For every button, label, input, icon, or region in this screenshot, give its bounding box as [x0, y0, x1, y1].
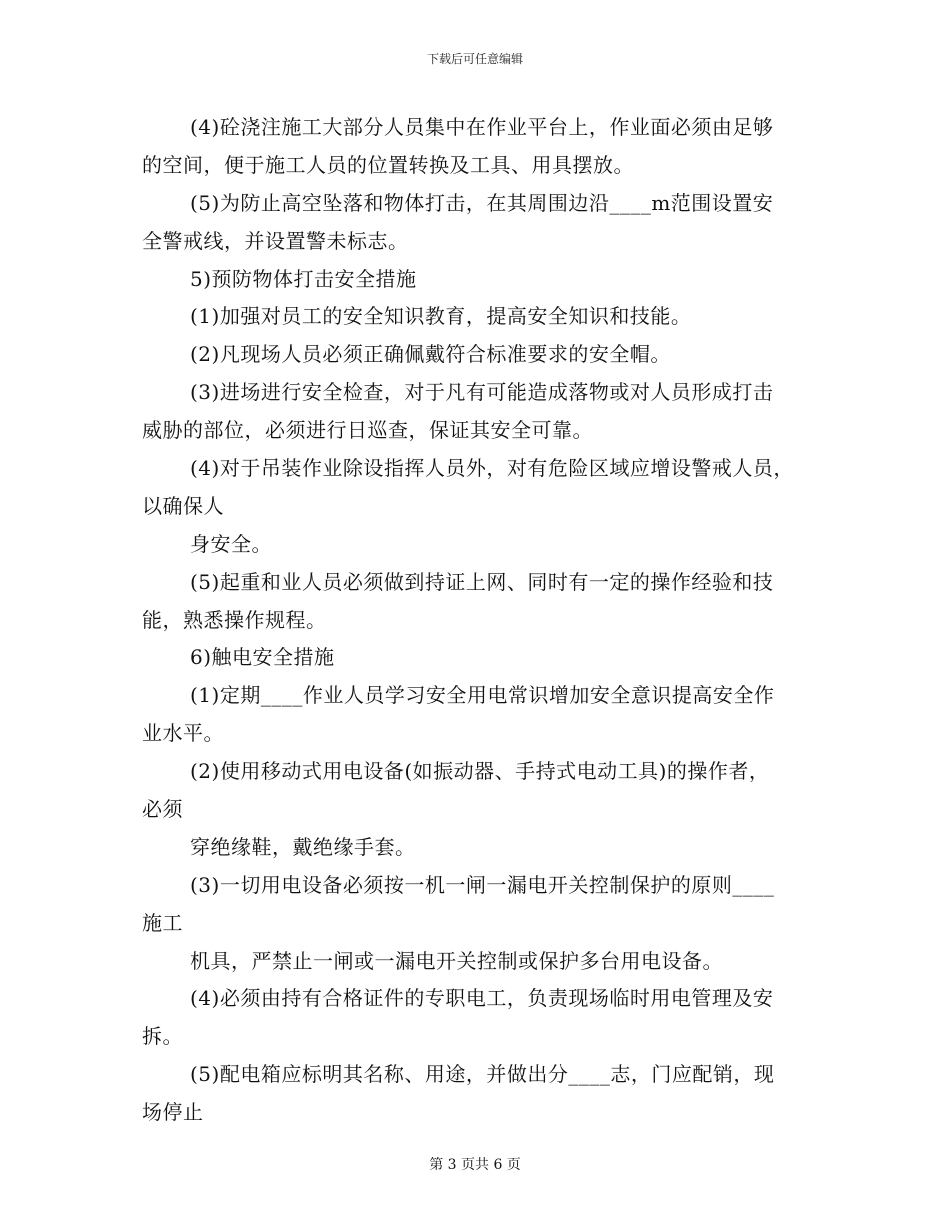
- text-line: (5)配电箱应标明其名称、用途，并做出分____志，门应配销，现: [190, 1062, 775, 1087]
- text-line: 机具，严禁止一闸或一漏电开关控制或保护多台用电设备。: [190, 948, 723, 973]
- text-line: 5)预防物体打击安全措施: [190, 266, 417, 291]
- text-line: 6)触电安全措施: [190, 645, 335, 670]
- text-line: (2)使用移动式用电设备(如振动器、手持式电动工具)的操作者，: [190, 759, 770, 784]
- text-line: (5)为防止高空坠落和物体打击，在其周围边沿____m范围设置安: [190, 190, 774, 215]
- text-line: 身安全。: [190, 531, 272, 556]
- text-line: (3)一切用电设备必须按一机一闸一漏电开关控制保护的原则____: [190, 872, 775, 897]
- text-line: (1)加强对员工的安全知识教育，提高安全知识和技能。: [190, 304, 692, 329]
- page-header: 下载后可任意编辑: [426, 52, 523, 66]
- document-body: [142, 109, 820, 1132]
- text-line: 能，熟悉操作规程。: [142, 607, 327, 632]
- text-line: 的空间，便于施工人员的位置转换及工具、用具摆放。: [142, 152, 634, 177]
- text-line: (2)凡现场人员必须正确佩戴符合标准要求的安全帽。: [190, 342, 671, 367]
- text-line: (3)进场进行安全检查，对于凡有可能造成落物或对人员形成打击: [190, 380, 774, 405]
- text-line: 拆。: [142, 1024, 183, 1049]
- text-line: 威胁的部位，必须进行日巡查，保证其安全可靠。: [142, 418, 593, 443]
- text-line: 以确保人: [142, 493, 224, 518]
- text-line: (4)必须由持有合格证件的专职电工，负责现场临时用电管理及安: [190, 986, 774, 1011]
- text-line: (4)对于吊装作业除设指挥人员外，对有危险区域应增设警戒人员，: [190, 456, 794, 481]
- text-line: (5)起重和业人员必须做到持证上网、同时有一定的操作经验和技: [190, 569, 774, 594]
- text-line: 穿绝缘鞋，戴绝缘手套。: [190, 834, 416, 859]
- page-footer: 第 3 页共 6 页: [429, 1157, 521, 1173]
- text-line: 必须: [142, 797, 183, 822]
- text-line: (1)定期____作业人员学习安全用电常识增加安全意识提高安全作: [190, 683, 775, 708]
- text-line: (4)砼浇注施工大部分人员集中在作业平台上，作业面必须由足够: [190, 115, 774, 139]
- text-line: 全警戒线，并设置警未标志。: [142, 228, 409, 253]
- text-line: 场停止: [142, 1100, 204, 1125]
- text-line: 业水平。: [142, 721, 224, 746]
- text-line: 施工: [142, 910, 183, 935]
